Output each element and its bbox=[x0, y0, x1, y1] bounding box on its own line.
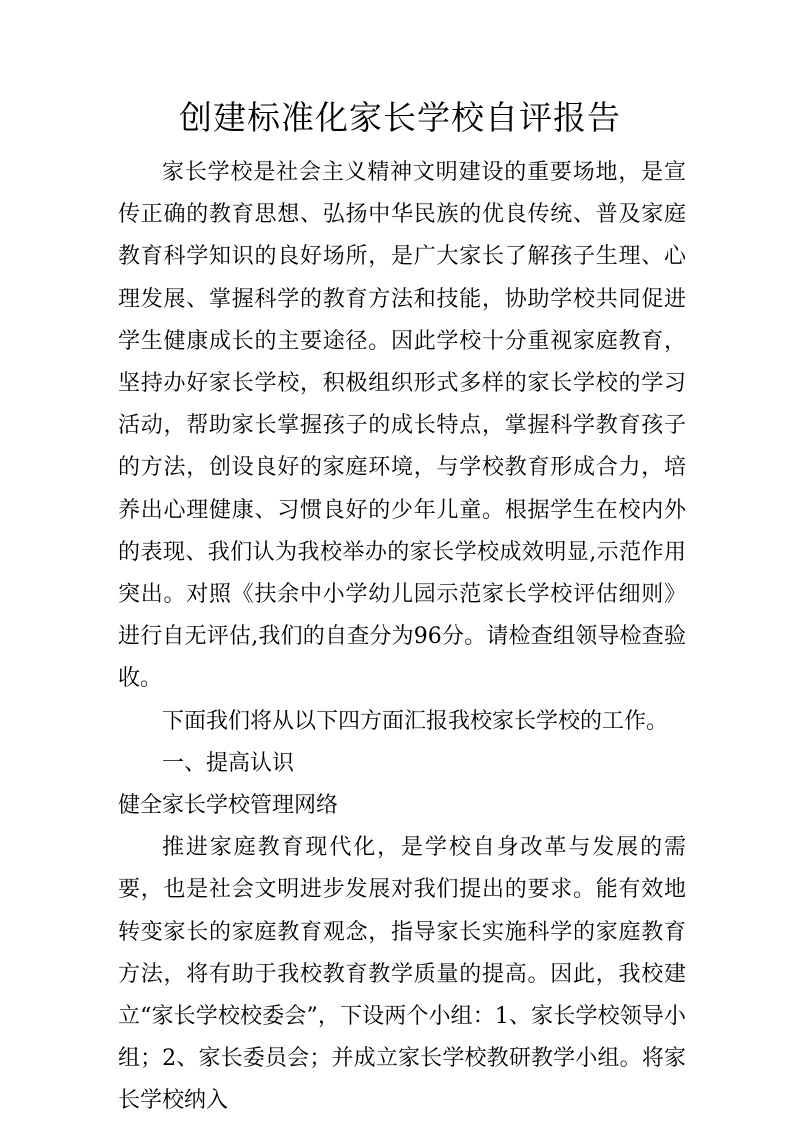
paragraph-management: 推进家庭教育现代化，是学校自身改革与发展的需要，也是社会文明进步发展对我们提出的要求。能有效地转变家长的家庭教育观念，指导家长实施科学的家庭教育方法，将有助于我校教育教学质量的提高。因此，我校建立“家长学校校委会”，下设两个小组：1、家长学校领导小组；2、家长委员会；并成立家长学校教研教学小组。将家长学校纳入 bbox=[118, 835, 686, 1114]
subsection-heading: 健全家长学校管理网络 bbox=[118, 793, 339, 819]
document-title: 创建标准化家长学校自评报告 bbox=[179, 98, 621, 137]
document-body bbox=[118, 152, 686, 1123]
paragraph-overview: 下面我们将从以下四方面汇报我校家长学校的工作。 bbox=[162, 708, 669, 734]
paragraph-intro: 家长学校是社会主义精神文明建设的重要场地，是宣传正确的教育思想、弘扬中华民族的优良传统、普及家庭教育科学知识的良好场所，是广大家长了解孩子生理、心理发展、掌握科学的教育方法和技能，协助学校共同促进学生健康成长的主要途径。因此学校十分重视家庭教育，坚持办好家长学校，积极组织形式多样的家长学校的学习活动，帮助家长掌握孩子的成长特点，掌握科学教育孩子的方法，创设良好的家庭环境，与学校教育形成合力，培养出心理健康、习惯良好的少年儿童。根据学生在校内外的表现、我们认为我校举办的家长学校成效明显,示范作用突出。对照《扶余中小学幼儿园示范家长学校评估细则》进行自无评估,我们的自查分为96分。请检查组领导检查验收。 bbox=[118, 160, 686, 692]
section-heading-1: 一、提高认识 bbox=[162, 750, 295, 776]
